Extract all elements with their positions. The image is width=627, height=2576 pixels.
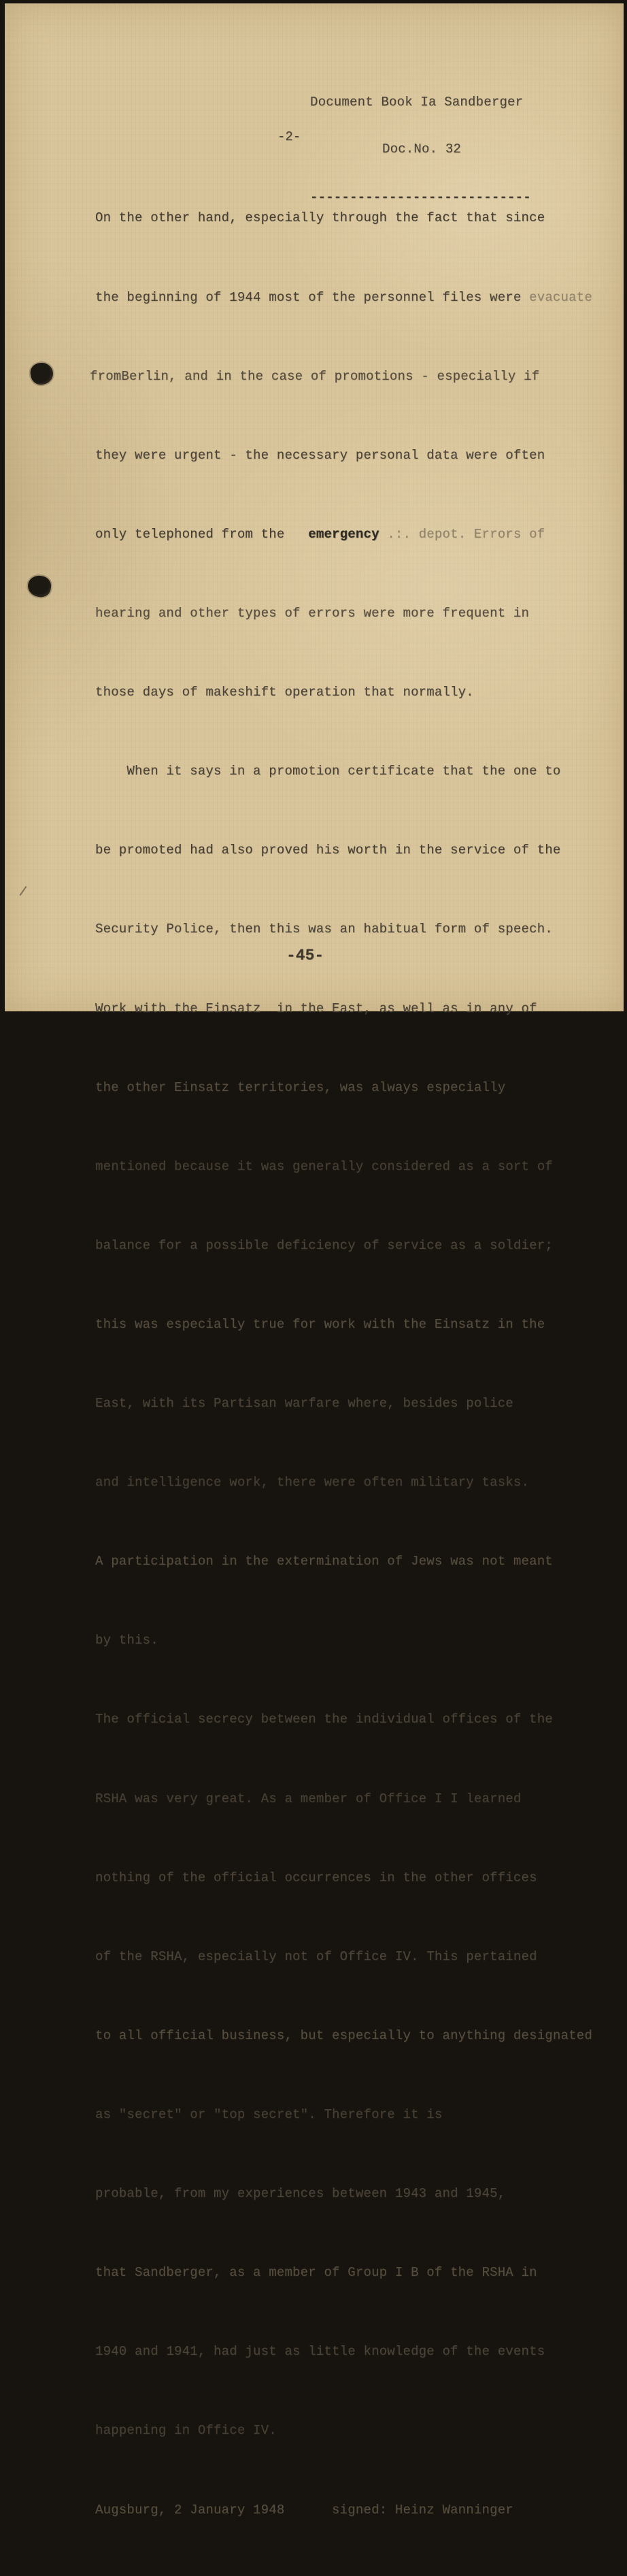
text-segment: .:. depot. Errors of [379,526,545,542]
text-line: the other Einsatz territories, was always especially [95,1079,506,1095]
text-line: by this. [95,1633,158,1648]
text-segment: the beginning of 1944 most of the personnel files were [95,289,530,305]
signature-line: Augsburg, 2 January 1948 signed: Heinz Wanninger [95,2502,513,2517]
text-segment-overtyped: emergency [308,526,379,542]
text-line: mentioned because it was generally considered as a sort of [95,1158,553,1174]
text-line: probable, from my experiences between 1943 and 1945, [95,2186,506,2202]
text-line: they were urgent - the necessary personal data were often [95,447,545,463]
text-line [95,284,592,311]
pencil-mark [20,886,27,896]
text-line [95,521,592,548]
text-line: On the other hand, especially through the fact that since [95,210,545,226]
page-number-top: -2- [277,129,301,144]
header-divider-dashes: ---------------------------- [310,190,531,205]
text-line: RSHA was very great. As a member of Office I I learned [95,1791,522,1806]
text-line: of the RSHA, especially not of Office IV. This pertained [95,1949,537,1964]
text-line: Work with the Einsatz in the East, as well as in any of [95,1000,537,1016]
text-line: hearing and other types of errors were more frequent in [95,605,530,621]
text-segment: only telephoned from the [95,526,309,542]
document-body [90,152,592,2576]
paper-sheet [5,3,624,2517]
text-line: and intelligence work, there were often military tasks. [95,1475,530,1490]
text-line: nothing of the official occurrences in the other offices [95,1870,537,1885]
text-line: that Sandberger, as a member of Group I B of the RSHA in [95,2265,537,2281]
text-line: The official secrecy between the individual offices of the [95,1712,553,1727]
header-title: Document Book Ia Sandberger [310,95,524,110]
punch-hole-bottom [27,574,52,598]
page-number-bottom: -45- [286,947,324,964]
text-line: as "secret" or "top secret". Therefore it is [95,2107,443,2123]
text-line: happening in Office IV. [95,2423,277,2439]
text-line: When it says in a promotion certificate that the one to [95,764,561,779]
text-line: balance for a possible deficiency of service as a soldier; [95,1237,553,1253]
text-segment-faded: evacuate [529,289,592,305]
text-line: be promoted had also proved his worth in the service of the [95,843,561,858]
text-line: this was especially true for work with the Einsatz in the [95,1316,545,1332]
text-line: those days of makeshift operation that normally. [95,685,474,700]
header-doc-number: Doc.No. 32 [382,142,462,157]
text-line: to all official business, but especially to anything designated [95,2027,592,2043]
text-line: Security Police, then this was an habitual form of speech. [95,922,553,937]
text-line: A participation in the extermination of Jews was not meant [95,1554,553,1569]
text-line: 1940 and 1941, had just as little knowledge of the events [95,2344,545,2360]
text-line: East, with its Partisan warfare where, besides police [95,1396,513,1412]
text-line: fromBerlin, and in the case of promotions - especially if [90,368,540,384]
punch-hole-top [29,361,55,387]
